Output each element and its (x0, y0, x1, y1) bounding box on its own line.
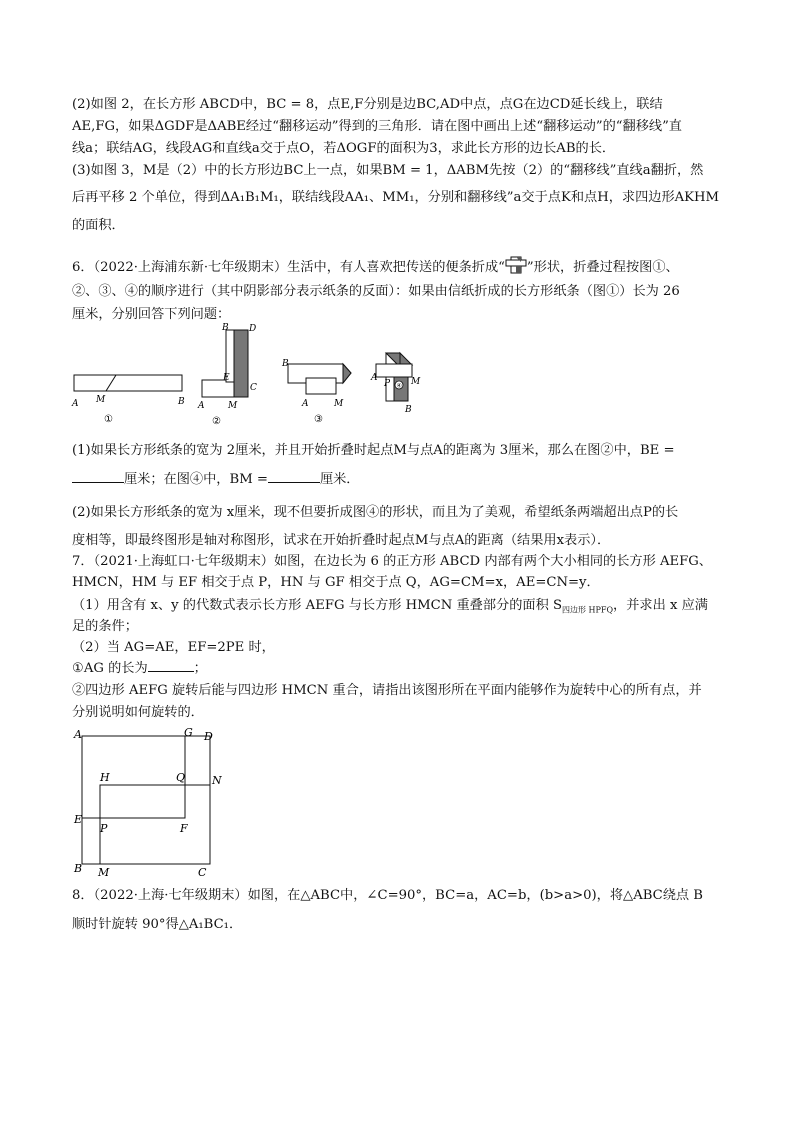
p7-label-q: Q (176, 771, 186, 784)
problem7-q1-b: ，并求出 x 应满 (613, 598, 708, 613)
problem5-part2-line2: AE,FG，如果ΔGDF是ΔABE经过“翻移运动”得到的三角形．请在图中画出上述“翻移运动”的“翻移线”直 (72, 119, 682, 134)
f4-label-p: P (384, 379, 391, 389)
problem7-q2-1 (72, 659, 722, 679)
problem7-q1-sub: 四边形 HPFQ (562, 605, 614, 615)
f2-label-c: C (250, 383, 257, 393)
p7-label-g: G (184, 728, 193, 739)
problem6-q1-c: 厘米． (319, 472, 360, 487)
problem6-q1-b: 厘米；在图④中，BM = (124, 472, 268, 487)
f2-label-b: B (222, 323, 229, 333)
p7-label-f: F (180, 822, 188, 835)
problem5-part2-line3: 线a；联结AG，线段AG和直线a交于点O，若ΔOGF的面积为3，求此长方形的边长AB的长． (72, 141, 616, 156)
problem6-figures (66, 320, 436, 430)
f2-caption: ② (212, 416, 221, 427)
p7-label-c: C (198, 866, 207, 878)
problem7-q1-line2: 足的条件； (72, 619, 138, 634)
f3-label-m: M (334, 399, 344, 409)
folded-note-icon (505, 256, 527, 274)
f1-label-a: A (72, 399, 79, 409)
f2-label-d: D (249, 324, 257, 334)
problem6-line3: 厘米，分别回答下列问题： (72, 307, 231, 322)
problem6-line2: ②、③、④的顺序进行（其中阴影部分表示纸条的反面）：如果由信纸折成的长方形纸条（图①）长为 26 (72, 284, 680, 299)
problem6-line1-a: 6．（2022·上海浦东新·七年级期末）生活中，有人喜欢把传送的便条折成“ (72, 260, 505, 275)
p7-label-h: H (100, 771, 110, 784)
p7-label-e: E (74, 813, 83, 826)
p7-label-p: P (100, 822, 108, 835)
problem5-part3-line3: 的面积． (72, 218, 125, 233)
f3-label-b: B (282, 359, 289, 369)
problem7-q2-1-text: ①AG 的长为 (72, 661, 148, 676)
f4-label-a: A (371, 373, 378, 383)
problem7-q2-1-end: ； (193, 661, 207, 676)
problem7-q1-a: （1）用含有 x、y 的代数式表示长方形 AEFG 与长方形 HMCN 重叠部分的面积 S (72, 598, 562, 613)
problem8-line2: 顺时针旋转 90°得△A₁BC₁． (72, 917, 243, 932)
problem5-part3-line2: 后再平移 2 个单位，得到ΔA₁B₁M₁，联结线段AA₁、MM₁，分别和翻移线”a交于点K和点H，求四边形AKHM (72, 190, 720, 205)
f3-label-a: A (302, 399, 309, 409)
problem5-part3-line1: (3)如图 3，M是（2）中的长方形边BC上一点，如果BM = 1，ΔABM先按（2）的“翻移线”直线a翻折，然 (72, 163, 704, 178)
f4-label-4: ④ (396, 382, 402, 390)
answer-blank-bm[interactable] (268, 482, 320, 483)
p7-label-a: A (74, 728, 82, 741)
f2-label-e: E (223, 373, 230, 383)
f2-label-m: M (228, 401, 238, 411)
f1-label-m: M (96, 395, 106, 405)
f4-label-m: M (411, 377, 421, 387)
f4-label-b: B (405, 405, 412, 415)
problem7-line1: 7．（2021·上海虹口·七年级期末）如图，在边长为 6 的正方形 ABCD 内部有两个大小相同的长方形 AEFG、 (72, 554, 712, 569)
problem8-line1: 8．（2022·上海·七年级期末）如图，在△ABC中，∠C=90°，BC=a，AC=b，(b>a>0)，将△ABC绕点 B (72, 888, 704, 903)
f3-caption: ③ (314, 414, 323, 425)
answer-blank-ag[interactable] (148, 671, 194, 672)
problem7-figure (70, 728, 230, 878)
answer-blank-be[interactable] (72, 482, 124, 483)
problem7-q2-2-line2: 分别说明如何旋转的． (72, 705, 204, 720)
f1-label-b: B (178, 397, 185, 407)
problem6-q2-line2: 度相等，即最终图形是轴对称图形，试求在开始折叠时起点M与点A的距离（结果用x表示）． (72, 533, 611, 548)
f2-label-a: A (198, 401, 205, 411)
p7-label-b: B (74, 862, 83, 875)
problem5-part2-line1: (2)如图 2，在长方形 ABCD中，BC = 8，点E,F分别是边BC,AD中点，点G在边CD延长线上，联结 (72, 97, 663, 112)
problem7-q2-2-line1: ②四边形 AEFG 旋转后能与四边形 HMCN 重合，请指出该图形所在平面内能够作为旋转中心的所有点，并 (72, 683, 702, 698)
p7-label-m: M (98, 866, 110, 878)
figure-2 (197, 323, 257, 427)
problem6-line1 (72, 256, 722, 278)
problem6-line1-b: ”形状，折叠过程按图①、 (526, 260, 679, 275)
problem6-q2-line1: (2)如果长方形纸条的宽为 x厘米，现不但要折成图④的形状，而且为了美观，希望纸条两端超出点P的长 (72, 505, 679, 520)
figure-1 (71, 375, 185, 425)
problem7-line2: HMCN，HM 与 EF 相交于点 P，HN 与 GF 相交于点 Q，AG=CM=x，AE=CN=y． (72, 575, 600, 590)
problem6-q1-line1: (1)如果长方形纸条的宽为 2厘米，并且开始折叠时起点M与点A的距离为 3厘米，那么在图②中，BE = (72, 443, 675, 458)
f1-caption: ① (104, 414, 113, 425)
p7-label-n: N (212, 774, 222, 787)
figure-4 (370, 353, 421, 415)
problem6-q1-line2 (72, 470, 722, 490)
problem7-q2: （2）当 AG=AE，EF=2PE 时， (72, 640, 275, 655)
figure-3 (281, 359, 351, 425)
p7-label-d: D (204, 730, 213, 743)
